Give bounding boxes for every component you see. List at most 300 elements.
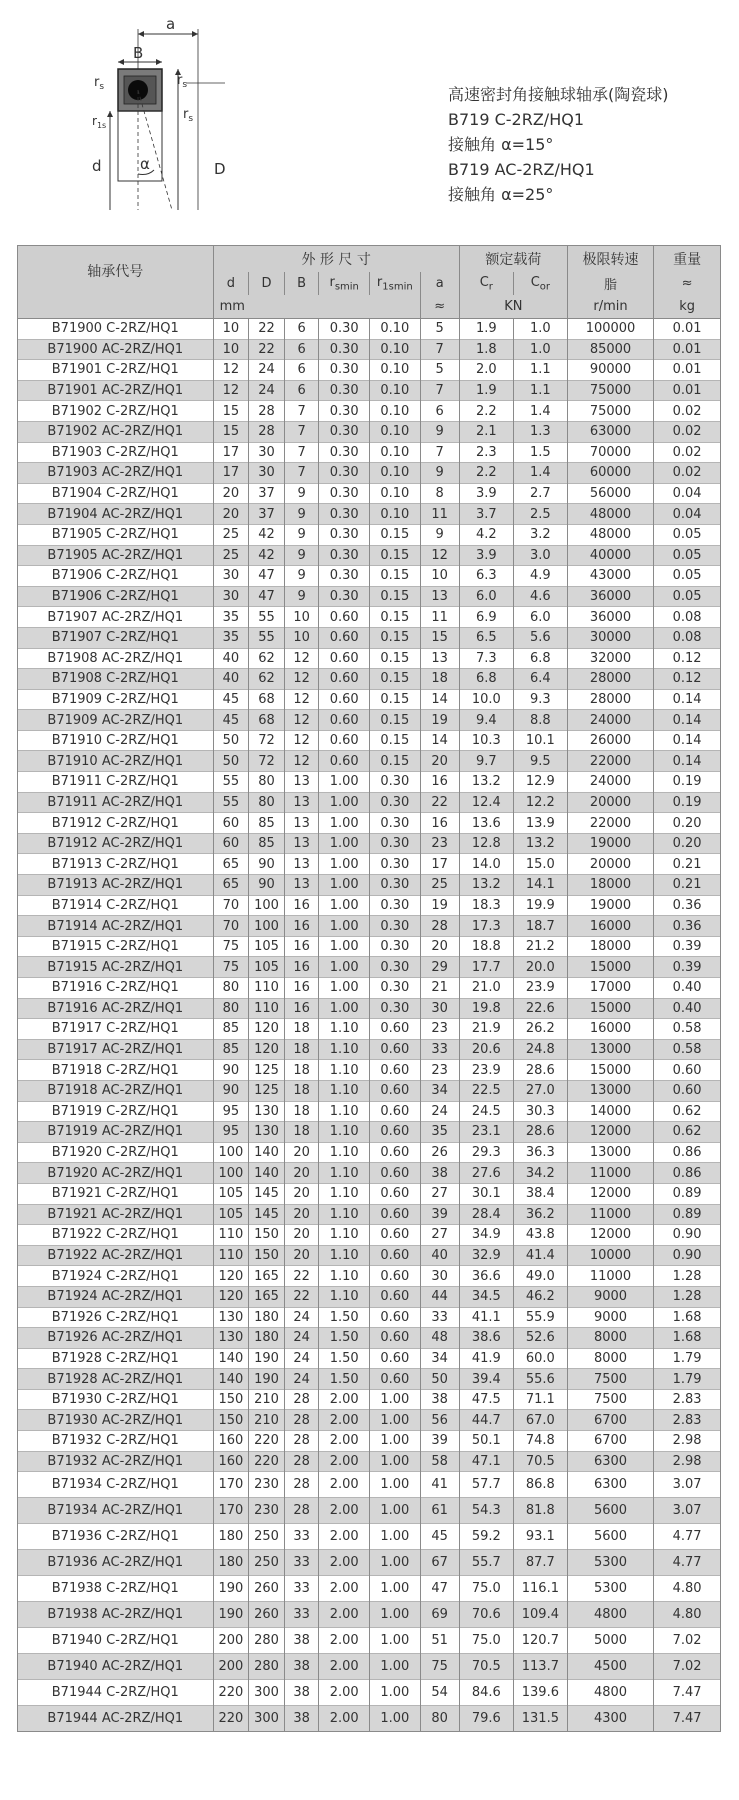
table-row [18,730,721,751]
table-row [18,401,721,422]
cell-Cr: 21.0 [459,978,513,999]
cell-a: 20 [420,936,459,957]
cell-Cr: 12.4 [459,792,513,813]
cell-a: 30 [420,998,459,1019]
cell-Cr: 6.3 [459,566,513,587]
cell-Cr: 4.2 [459,524,513,545]
cell-r1smin: 0.60 [370,1142,421,1163]
cell-Cr: 2.1 [459,421,513,442]
cell-d: 120 [213,1266,249,1287]
cell-Cr: 9.7 [459,751,513,772]
col-Cor: $C_{or}$ [513,272,567,295]
cell-speed: 63000 [567,421,653,442]
cell-rsmin: 1.10 [319,1060,370,1081]
cell-Cr: 2.0 [459,360,513,381]
cell-Cor: 34.2 [513,1163,567,1184]
cell-Cor: 1.0 [513,319,567,340]
cell-Cor: 81.8 [513,1498,567,1524]
cell-code: B71906 C-2RZ/HQ1 [18,566,214,587]
cell-rsmin: 2.00 [319,1431,370,1452]
cell-d: 190 [213,1602,249,1628]
cell-D: 28 [249,401,285,422]
cell-d: 100 [213,1163,249,1184]
cell-Cor: 116.1 [513,1576,567,1602]
cell-speed: 6300 [567,1472,653,1498]
table-row [18,1286,721,1307]
cell-Cor: 6.8 [513,648,567,669]
cell-r1smin: 0.60 [370,1266,421,1287]
cell-Cor: 139.6 [513,1680,567,1706]
cell-B: 7 [284,401,319,422]
cell-Cr: 59.2 [459,1524,513,1550]
cell-B: 6 [284,339,319,360]
cell-d: 150 [213,1410,249,1431]
cell-D: 300 [249,1706,285,1732]
cell-weight: 0.19 [654,792,721,813]
cell-B: 24 [284,1369,319,1390]
cell-D: 28 [249,421,285,442]
cell-B: 12 [284,689,319,710]
cell-B: 12 [284,648,319,669]
cell-D: 145 [249,1204,285,1225]
cell-Cor: 24.8 [513,1039,567,1060]
table-row [18,998,721,1019]
cell-d: 120 [213,1286,249,1307]
cell-d: 220 [213,1680,249,1706]
cell-Cr: 3.7 [459,504,513,525]
cell-Cr: 2.3 [459,442,513,463]
cell-B: 9 [284,545,319,566]
cell-Cor: 86.8 [513,1472,567,1498]
cell-Cr: 27.6 [459,1163,513,1184]
cell-weight: 1.68 [654,1307,721,1328]
table-row [18,1654,721,1680]
cell-Cr: 14.0 [459,854,513,875]
cell-a: 38 [420,1163,459,1184]
table-row [18,792,721,813]
cell-rsmin: 0.30 [319,319,370,340]
cell-code: B71928 C-2RZ/HQ1 [18,1348,214,1369]
cell-rsmin: 2.00 [319,1498,370,1524]
cell-code: B71920 AC-2RZ/HQ1 [18,1163,214,1184]
cell-code: B71905 C-2RZ/HQ1 [18,524,214,545]
unit-mm: mm [213,295,420,319]
cell-Cor: 49.0 [513,1266,567,1287]
cell-a: 48 [420,1328,459,1349]
cell-B: 16 [284,957,319,978]
cell-r1smin: 1.00 [370,1498,421,1524]
table-row [18,504,721,525]
cell-Cr: 70.5 [459,1654,513,1680]
cell-a: 23 [420,1019,459,1040]
cell-weight: 0.36 [654,895,721,916]
cell-d: 55 [213,792,249,813]
cell-Cor: 26.2 [513,1019,567,1040]
cell-r1smin: 1.00 [370,1472,421,1498]
cell-r1smin: 0.30 [370,957,421,978]
cell-B: 22 [284,1266,319,1287]
cell-D: 55 [249,627,285,648]
cell-weight: 2.83 [654,1410,721,1431]
cell-r1smin: 1.00 [370,1602,421,1628]
cell-code: B71909 C-2RZ/HQ1 [18,689,214,710]
cell-speed: 26000 [567,730,653,751]
cell-a: 6 [420,401,459,422]
cell-Cr: 7.3 [459,648,513,669]
table-row [18,1602,721,1628]
label-alpha: α [140,155,150,173]
cell-a: 29 [420,957,459,978]
cell-speed: 6700 [567,1410,653,1431]
cell-a: 69 [420,1602,459,1628]
cell-D: 140 [249,1142,285,1163]
cell-Cor: 14.1 [513,875,567,896]
cell-r1smin: 1.00 [370,1550,421,1576]
bearing-section-diagram [80,14,240,210]
cell-code: B71911 C-2RZ/HQ1 [18,772,214,793]
cell-B: 10 [284,627,319,648]
cell-code: B71908 AC-2RZ/HQ1 [18,648,214,669]
cell-a: 16 [420,772,459,793]
cell-d: 105 [213,1204,249,1225]
cell-D: 80 [249,792,285,813]
cell-d: 90 [213,1060,249,1081]
cell-speed: 30000 [567,627,653,648]
cell-D: 130 [249,1101,285,1122]
cell-Cr: 41.9 [459,1348,513,1369]
cell-Cr: 6.8 [459,669,513,690]
cell-Cr: 13.6 [459,813,513,834]
cell-Cr: 6.0 [459,586,513,607]
cell-weight: 0.86 [654,1163,721,1184]
cell-weight: 0.36 [654,916,721,937]
table-row [18,689,721,710]
table-row [18,586,721,607]
cell-Cor: 74.8 [513,1431,567,1452]
cell-B: 9 [284,483,319,504]
cell-Cor: 93.1 [513,1524,567,1550]
cell-weight: 7.02 [654,1628,721,1654]
table-row [18,1369,721,1390]
cell-code: B71921 AC-2RZ/HQ1 [18,1204,214,1225]
cell-d: 20 [213,483,249,504]
cell-B: 6 [284,319,319,340]
cell-d: 25 [213,545,249,566]
cell-a: 80 [420,1706,459,1732]
cell-Cr: 38.6 [459,1328,513,1349]
cell-Cor: 4.6 [513,586,567,607]
cell-d: 65 [213,875,249,896]
table-row [18,1225,721,1246]
cell-r1smin: 1.00 [370,1680,421,1706]
cell-code: B71903 AC-2RZ/HQ1 [18,463,214,484]
table-row [18,978,721,999]
cell-weight: 0.60 [654,1060,721,1081]
col-grease: 脂 [567,272,653,295]
cell-D: 250 [249,1524,285,1550]
table-row [18,380,721,401]
cell-weight: 0.05 [654,545,721,566]
cell-code: B71928 AC-2RZ/HQ1 [18,1369,214,1390]
cell-rsmin: 2.00 [319,1389,370,1410]
cell-code: B71912 C-2RZ/HQ1 [18,813,214,834]
cell-Cr: 34.5 [459,1286,513,1307]
cell-a: 54 [420,1680,459,1706]
cell-weight: 0.90 [654,1225,721,1246]
table-row [18,339,721,360]
cell-a: 33 [420,1039,459,1060]
cell-Cor: 30.3 [513,1101,567,1122]
unit-kn: KN [459,295,567,319]
cell-Cor: 43.8 [513,1225,567,1246]
cell-Cor: 1.0 [513,339,567,360]
cell-speed: 13000 [567,1142,653,1163]
cell-B: 16 [284,998,319,1019]
cell-r1smin: 1.00 [370,1576,421,1602]
cell-r1smin: 0.30 [370,936,421,957]
cell-rsmin: 2.00 [319,1524,370,1550]
cell-Cor: 60.0 [513,1348,567,1369]
cell-a: 16 [420,813,459,834]
cell-code: B71918 C-2RZ/HQ1 [18,1060,214,1081]
cell-Cor: 2.5 [513,504,567,525]
cell-weight: 0.04 [654,483,721,504]
cell-D: 220 [249,1451,285,1472]
cell-speed: 18000 [567,936,653,957]
cell-speed: 15000 [567,957,653,978]
cell-code: B71916 C-2RZ/HQ1 [18,978,214,999]
cell-D: 90 [249,875,285,896]
cell-a: 14 [420,730,459,751]
table-row [18,607,721,628]
cell-rsmin: 0.60 [319,607,370,628]
cell-B: 16 [284,978,319,999]
cell-r1smin: 0.10 [370,421,421,442]
cell-d: 80 [213,998,249,1019]
spec-table-body [18,319,721,1732]
cell-Cor: 1.4 [513,401,567,422]
cell-D: 260 [249,1576,285,1602]
cell-rsmin: 1.10 [319,1039,370,1060]
cell-D: 30 [249,442,285,463]
cell-a: 26 [420,1142,459,1163]
cell-Cor: 1.1 [513,360,567,381]
cell-D: 30 [249,463,285,484]
table-row [18,1451,721,1472]
cell-d: 200 [213,1628,249,1654]
cell-Cr: 34.9 [459,1225,513,1246]
cell-weight: 0.20 [654,813,721,834]
cell-r1smin: 0.15 [370,607,421,628]
label-rs-right: $r_s$ [177,73,188,90]
cell-code: B71919 C-2RZ/HQ1 [18,1101,214,1122]
cell-a: 56 [420,1410,459,1431]
cell-r1smin: 0.60 [370,1348,421,1369]
col-group-load: 额定载荷 [459,246,567,273]
cell-rsmin: 1.10 [319,1101,370,1122]
cell-r1smin: 0.30 [370,792,421,813]
cell-speed: 22000 [567,751,653,772]
cell-D: 150 [249,1245,285,1266]
table-row [18,1680,721,1706]
cell-a: 34 [420,1348,459,1369]
cell-weight: 3.07 [654,1498,721,1524]
cell-d: 110 [213,1245,249,1266]
angle-c: 接触角 α=15° [448,135,554,154]
cell-rsmin: 0.30 [319,339,370,360]
cell-r1smin: 0.60 [370,1286,421,1307]
cell-code: B71934 C-2RZ/HQ1 [18,1472,214,1498]
cell-rsmin: 2.00 [319,1576,370,1602]
cell-speed: 90000 [567,360,653,381]
table-row [18,957,721,978]
cell-speed: 85000 [567,339,653,360]
cell-speed: 6300 [567,1451,653,1472]
cell-Cor: 21.2 [513,936,567,957]
table-row [18,936,721,957]
cell-speed: 20000 [567,792,653,813]
cell-B: 18 [284,1101,319,1122]
cell-B: 9 [284,524,319,545]
cell-B: 20 [284,1245,319,1266]
cell-speed: 5300 [567,1550,653,1576]
cell-Cr: 3.9 [459,545,513,566]
cell-speed: 28000 [567,689,653,710]
cell-speed: 4800 [567,1602,653,1628]
cell-a: 24 [420,1101,459,1122]
cell-Cor: 52.6 [513,1328,567,1349]
cell-d: 85 [213,1019,249,1040]
cell-weight: 0.19 [654,772,721,793]
cell-code: B71903 C-2RZ/HQ1 [18,442,214,463]
cell-rsmin: 1.10 [319,1122,370,1143]
table-row [18,1307,721,1328]
cell-d: 40 [213,669,249,690]
cell-B: 16 [284,916,319,937]
cell-B: 10 [284,607,319,628]
cell-rsmin: 1.50 [319,1348,370,1369]
cell-speed: 24000 [567,772,653,793]
label-B: B [133,44,144,62]
cell-rsmin: 1.00 [319,813,370,834]
cell-d: 70 [213,895,249,916]
cell-d: 50 [213,730,249,751]
cell-a: 41 [420,1472,459,1498]
cell-code: B71917 AC-2RZ/HQ1 [18,1039,214,1060]
col-rsmin: $r_{smin}$ [319,272,370,295]
cell-Cor: 3.0 [513,545,567,566]
cell-rsmin: 1.00 [319,792,370,813]
col-group-dimensions: 外 形 尺 寸 [213,246,459,273]
cell-code: B71918 AC-2RZ/HQ1 [18,1080,214,1101]
cell-a: 33 [420,1307,459,1328]
cell-D: 280 [249,1628,285,1654]
cell-D: 190 [249,1369,285,1390]
cell-speed: 9000 [567,1286,653,1307]
cell-d: 190 [213,1576,249,1602]
cell-B: 13 [284,854,319,875]
cell-Cor: 18.7 [513,916,567,937]
cell-D: 62 [249,669,285,690]
cell-B: 13 [284,833,319,854]
cell-Cr: 29.3 [459,1142,513,1163]
cell-d: 180 [213,1550,249,1576]
cell-B: 7 [284,463,319,484]
cell-a: 13 [420,586,459,607]
cell-B: 24 [284,1307,319,1328]
cell-a: 13 [420,648,459,669]
dim-d-arrow [107,111,113,117]
cell-rsmin: 1.50 [319,1369,370,1390]
table-row [18,1328,721,1349]
cell-a: 30 [420,1266,459,1287]
cell-a: 27 [420,1183,459,1204]
cell-D: 42 [249,524,285,545]
cell-weight: 0.58 [654,1019,721,1040]
cell-weight: 0.90 [654,1245,721,1266]
cell-Cr: 23.1 [459,1122,513,1143]
cell-Cor: 131.5 [513,1706,567,1732]
cell-Cor: 28.6 [513,1122,567,1143]
cell-Cr: 28.4 [459,1204,513,1225]
cell-D: 165 [249,1286,285,1307]
cell-rsmin: 1.10 [319,1266,370,1287]
cell-Cr: 17.3 [459,916,513,937]
cell-Cr: 6.5 [459,627,513,648]
cell-r1smin: 0.60 [370,1225,421,1246]
cell-weight: 0.14 [654,710,721,731]
cell-Cor: 1.1 [513,380,567,401]
unit-blank [18,295,214,319]
cell-speed: 28000 [567,669,653,690]
cell-speed: 11000 [567,1163,653,1184]
cell-Cor: 3.2 [513,524,567,545]
cell-Cr: 6.9 [459,607,513,628]
col-a: a [420,272,459,295]
cell-r1smin: 0.60 [370,1019,421,1040]
cell-B: 28 [284,1431,319,1452]
cell-Cr: 20.6 [459,1039,513,1060]
cell-D: 120 [249,1039,285,1060]
series-c: B719 C-2RZ/HQ1 [448,110,584,129]
cell-speed: 4500 [567,1654,653,1680]
cell-rsmin: 0.30 [319,463,370,484]
cell-B: 24 [284,1348,319,1369]
cell-Cor: 6.0 [513,607,567,628]
cell-B: 22 [284,1286,319,1307]
cell-code: B71936 AC-2RZ/HQ1 [18,1550,214,1576]
cell-speed: 9000 [567,1307,653,1328]
cell-d: 75 [213,936,249,957]
table-row [18,1348,721,1369]
cell-Cr: 36.6 [459,1266,513,1287]
cell-weight: 0.14 [654,689,721,710]
cell-r1smin: 0.10 [370,339,421,360]
cell-Cor: 55.6 [513,1369,567,1390]
cell-B: 38 [284,1706,319,1732]
table-row [18,1266,721,1287]
cell-rsmin: 1.10 [319,1163,370,1184]
cell-r1smin: 0.30 [370,854,421,875]
cell-r1smin: 1.00 [370,1654,421,1680]
cell-a: 22 [420,792,459,813]
cell-D: 125 [249,1080,285,1101]
cell-weight: 0.58 [654,1039,721,1060]
cell-D: 68 [249,710,285,731]
cell-rsmin: 0.60 [319,669,370,690]
cell-Cor: 55.9 [513,1307,567,1328]
cell-d: 130 [213,1328,249,1349]
